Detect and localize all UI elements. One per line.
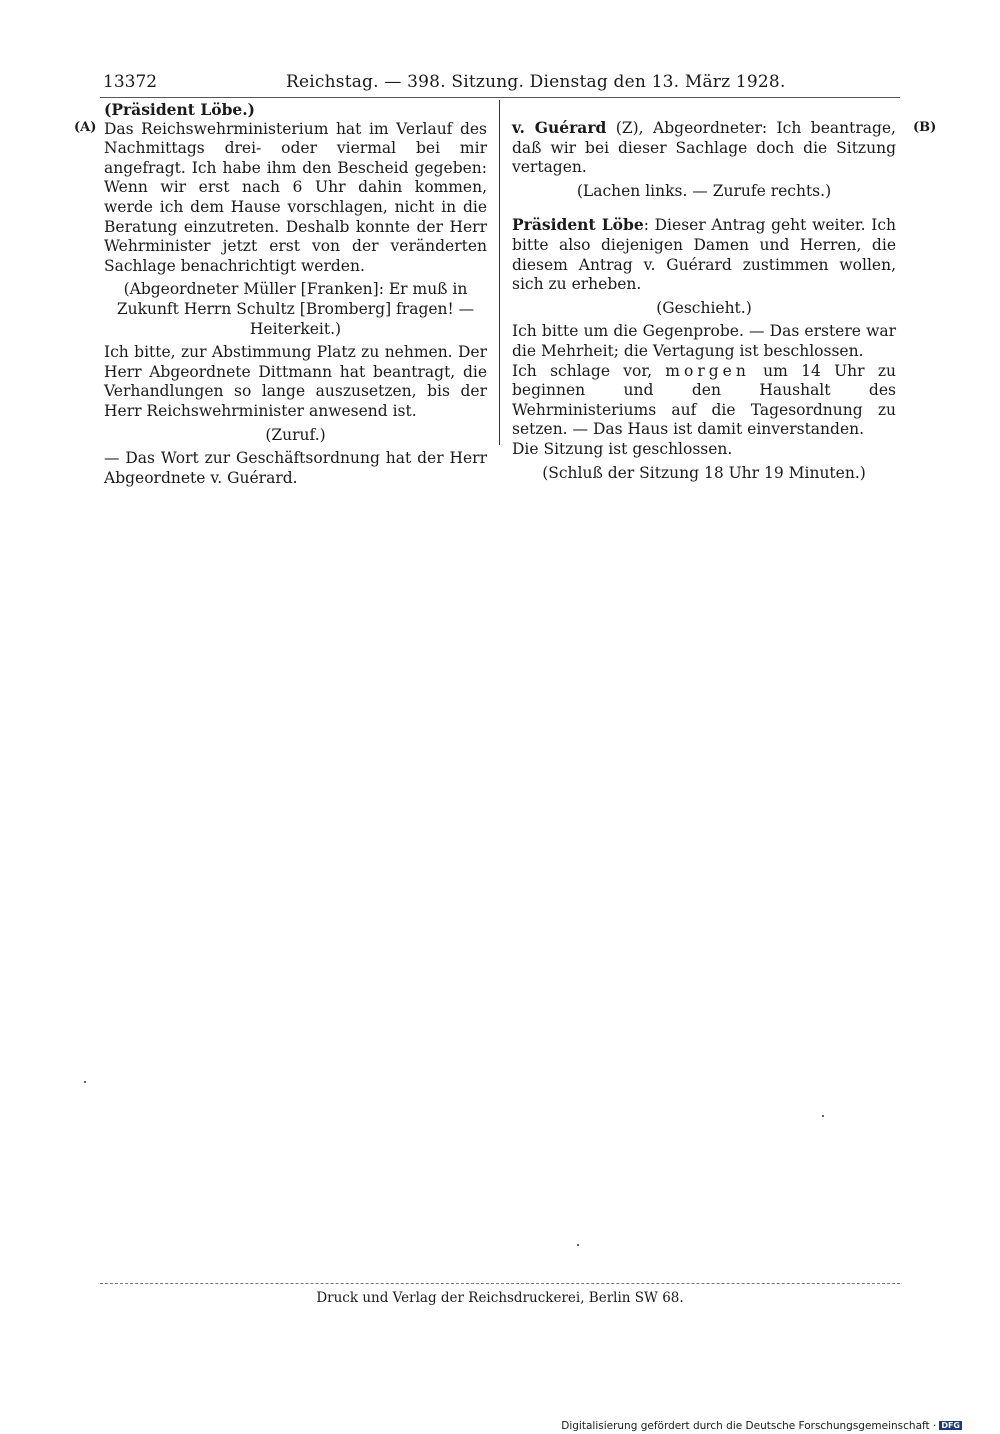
footer-rule [100,1283,900,1284]
dfg-logo-icon: DFG [941,1421,960,1430]
page-number: 13372 [103,72,158,92]
paragraph: Ich schlage vor, morgen um 14 Uhr zu beginnen und den Haushalt des Wehrministeriums auf die Tagesordnung zu setzen. — Das Haus ist damit einverstanden. [512,361,896,439]
running-header: Reichstag. — 398. Sitzung. Dienstag den 13. März 1928. [286,72,786,92]
interjection: (Lachen links. — Zurufe rechts.) [576,181,832,200]
print-speck [822,1115,824,1117]
margin-marker-a: (A) [74,120,97,135]
speaker-heading: (Präsident Löbe.) [104,100,256,119]
right-column [512,118,896,487]
paragraph: Die Sitzung ist geschlossen. [512,439,733,458]
interjection: (Geschieht.) [656,298,752,317]
digitization-credit: Digitalisierung gefördert durch die Deutsche Forschungsgemeinschaft · DFG [561,1420,960,1432]
emphasized-word: morgen [665,361,750,380]
paragraph: Ich bitte, zur Abstimmung Platz zu nehmen. Der Herr Abgeordnete Dittmann hat beantragt, die Verhandlungen so lange auszusetzen, bis der Herr Reichswehrminister anwesend ist. [104,343,487,420]
closing-note: (Schluß der Sitzung 18 Uhr 19 Minuten.) [542,463,866,482]
interjection: (Zuruf.) [265,425,326,444]
print-speck [577,1244,579,1246]
print-speck [84,1081,86,1083]
speech-text: : Dieser Antrag geht weiter. Ich bitte also diejenigen Damen und Herren, die diesem Antrag v. Guérard zustimmen wollen, sich zu erheben. [512,216,896,294]
speaker-name: v. Guérard [512,118,607,137]
left-column [104,100,487,488]
header-rule [100,97,900,98]
speech-loebe [512,215,896,294]
margin-marker-b: (B) [913,120,937,135]
paragraph: Ich bitte um die Gegenprobe. — Das erstere war die Mehrheit; die Vertagung ist beschlossen. [512,322,896,360]
printer-imprint: Druck und Verlag der Reichsdruckerei, Berlin SW 68. [316,1290,684,1306]
paragraph: Das Reichswehrministerium hat im Verlauf des Nachmittags drei- oder viermal bei mir angefragt. Ich habe ihm den Bescheid gegeben: Wenn wir erst nach 6 Uhr dahin kommen, werde ich dem Hause vorschlagen, nicht in die Beratung einzutreten. Deshalb konnte der Herr Wehrminister jetzt erst von der veränderten Sachlage benachrichtigt werden. [104,119,487,275]
paragraph: — Das Wort zur Geschäftsordnung hat der Herr Abgeordnete v. Guérard. [104,449,487,487]
interjection: (Abgeordneter Müller [Franken]: Er muß in Zukunft Herrn Schultz [Bromberg] fragen! — Heiterkeit.) [116,280,475,338]
speech-guerard [512,118,896,178]
column-divider [499,100,500,445]
speaker-name: Präsident Löbe [512,215,644,235]
speech-text: (Z), Abgeordneter: Ich beantrage, daß wir bei dieser Sachlage doch die Sitzung vertagen. [512,119,896,177]
